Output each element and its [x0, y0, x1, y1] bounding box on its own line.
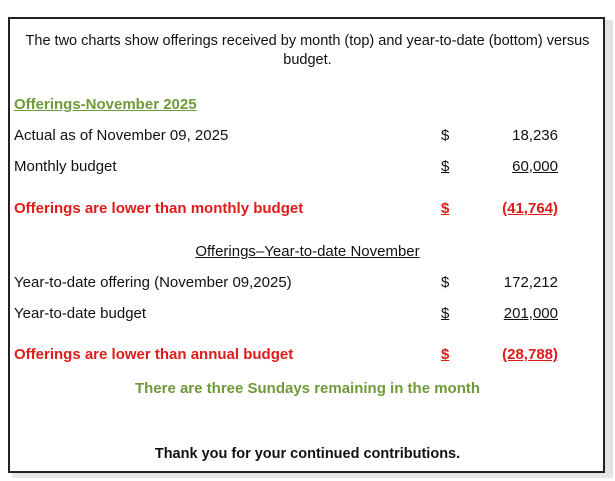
- ytd-variance-row: [0, 345, 615, 365]
- monthly-actual-amount: 18,236: [512, 127, 558, 144]
- frame-shadow-bottom: [12, 473, 613, 478]
- ytd-offering-label: Year-to-date offering (November 09,2025): [14, 274, 292, 291]
- monthly-heading: Offerings-November 2025: [14, 96, 197, 113]
- ytd-variance-amount: (28,788): [502, 346, 558, 363]
- ytd-heading-row: [0, 242, 615, 262]
- monthly-actual-currency: $: [441, 127, 450, 144]
- ytd-heading: Offerings–Year-to-date November: [195, 243, 420, 260]
- monthly-variance-row: [0, 199, 615, 219]
- ytd-budget-row: [0, 304, 615, 324]
- thank-you-message: Thank you for your continued contributions.: [154, 446, 461, 462]
- monthly-actual-row: [0, 126, 615, 146]
- ytd-variance-currency: $: [441, 346, 450, 363]
- monthly-budget-currency: $: [441, 158, 450, 175]
- monthly-budget-row: [0, 157, 615, 177]
- intro-text: The two charts show offerings received by month (top) and year-to-date (bottom) versus budget.: [25, 33, 590, 68]
- ytd-offering-row: [0, 273, 615, 293]
- monthly-variance-label: Offerings are lower than monthly budget: [14, 200, 304, 217]
- ytd-variance-label: Offerings are lower than annual budget: [14, 346, 294, 363]
- ytd-budget-label: Year-to-date budget: [14, 305, 147, 322]
- monthly-budget-label: Monthly budget: [14, 158, 117, 175]
- ytd-offering-currency: $: [441, 274, 450, 291]
- ytd-offering-amount: 172,212: [503, 274, 558, 291]
- monthly-variance-currency: $: [441, 200, 450, 217]
- sundays-remaining-note: There are three Sundays remaining in the month: [134, 380, 481, 397]
- monthly-actual-label: Actual as of November 09, 2025: [14, 127, 229, 144]
- monthly-budget-amount: 60,000: [512, 158, 558, 175]
- ytd-budget-currency: $: [441, 305, 450, 322]
- monthly-variance-amount: (41,764): [502, 200, 558, 217]
- ytd-budget-amount: 201,000: [503, 305, 558, 322]
